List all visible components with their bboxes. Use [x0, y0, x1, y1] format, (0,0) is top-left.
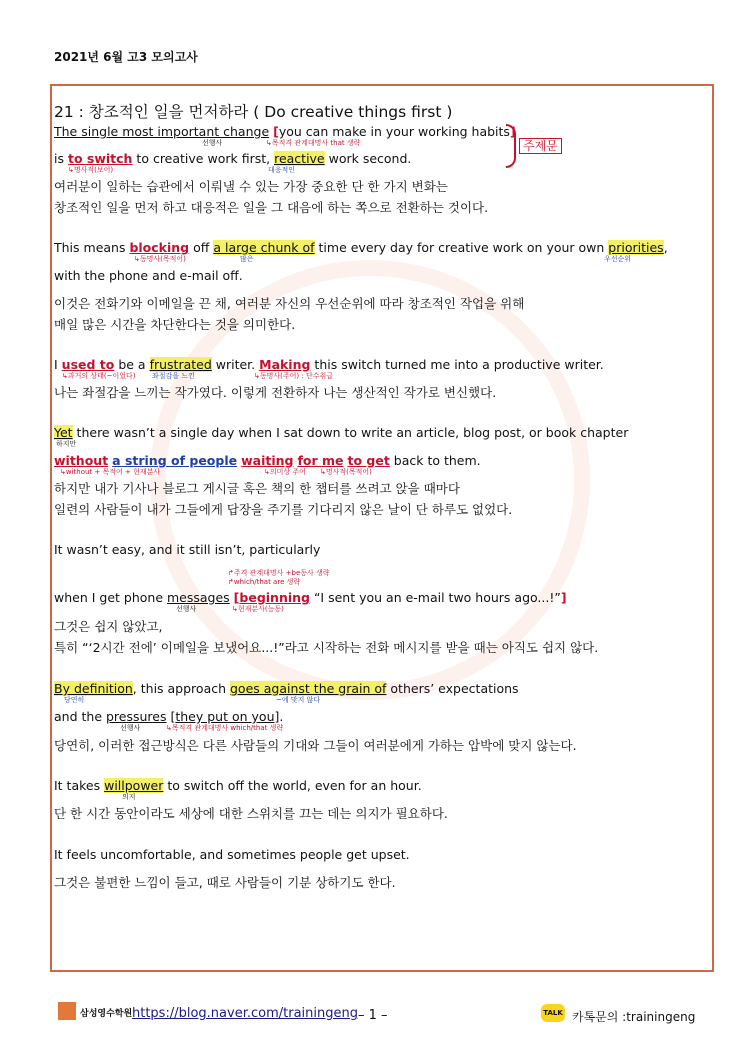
highlight-willpower: willpower — [104, 778, 164, 793]
text: writer. — [211, 357, 260, 372]
note: 의지 — [122, 793, 136, 801]
academy-name: 삼성영수학원 — [80, 1009, 133, 1019]
text: is — [54, 151, 68, 166]
p1-english-line-1 — [54, 124, 516, 139]
text: ] — [274, 709, 280, 724]
text: , — [663, 240, 668, 255]
note: ↱주격 관계대명사 +be동사 생략 — [228, 569, 330, 577]
text: and the — [54, 709, 106, 724]
text: , this approach — [132, 681, 230, 696]
text: others’ expectations — [386, 681, 519, 696]
p4-english-line-1 — [54, 425, 628, 440]
highlight-for-me: for me — [297, 453, 344, 468]
p7-english-line-1 — [54, 778, 422, 793]
highlight-chunk: a large chunk of — [213, 240, 315, 255]
text: this switch turned me into a productive writer. — [310, 357, 604, 372]
note: 당연히 — [64, 696, 85, 704]
p4-korean-line-2: 일련의 사람들이 내가 그들에게 답장을 주기를 기다리지 않은 날이 단 하루도 없었다. — [54, 502, 513, 517]
p1-korean-line-2: 창조적인 일을 먼저 하고 대응적은 일을 그 대음에 하는 쪽으로 전환하는 것이다. — [54, 200, 489, 215]
text: time every day for creative work on your own — [314, 240, 609, 255]
p2-korean-line-2: 매일 많은 시간을 차단한다는 것을 의미한다. — [54, 317, 296, 332]
note: ↳without + 목적어 + 현재분사 — [60, 468, 161, 476]
text: there wasn’t a single day when I sat down to write an article, blog post, or book chapter — [72, 425, 629, 440]
note: ↳목적격 관계대명사 which/that 생략 — [166, 724, 284, 732]
highlight-without: without — [54, 453, 109, 468]
text: I — [54, 357, 62, 372]
note: ↳과거의 상태(~이었다) — [62, 372, 136, 380]
text: This means — [54, 240, 130, 255]
p2-english-line-2: with the phone and e-mail off. — [54, 268, 243, 283]
relative-clause: they put on you — [175, 709, 275, 724]
p6-english-line-2 — [54, 709, 283, 724]
highlight-used-to: used to — [61, 357, 115, 372]
p4-english-line-2 — [54, 453, 481, 468]
text: to switch off the world, even for an hour. — [163, 778, 422, 793]
blog-link[interactable]: https://blog.naver.com/trainingeng — [132, 1006, 358, 1021]
p1-korean-line-1: 여러분이 일하는 습관에서 이뤄낼 수 있는 가장 중요한 단 한 가지 변화는 — [54, 179, 448, 194]
p8-english-line-1: It feels uncomfortable, and sometimes people get upset. — [54, 847, 410, 862]
note: ~에 맞지 않다 — [276, 696, 321, 704]
highlight-frustrated: frustrated — [149, 357, 212, 372]
p3-english-line-1 — [54, 357, 604, 372]
highlight-making: Making — [259, 357, 311, 372]
p6-english-line-1 — [54, 681, 519, 696]
highlight-reactive: reactive — [274, 151, 325, 166]
note: ↳목적격 관계대명사 that 생략 — [266, 139, 361, 147]
bracket-close: ] — [509, 124, 516, 139]
note: 우선순위 — [604, 255, 632, 263]
text: be a — [114, 357, 150, 372]
academy-logo-icon — [58, 1002, 76, 1020]
highlight-to-switch: to switch — [67, 151, 133, 166]
highlight-to-get: to get — [347, 453, 390, 468]
topic-brace — [506, 124, 516, 168]
text: [ — [166, 709, 176, 724]
highlight-waiting: waiting — [241, 453, 294, 468]
p2-korean-line-1: 이것은 전화기와 이메일을 끈 채, 여러분 자신의 우선순위에 따라 창조적인 작업을 위해 — [54, 296, 525, 311]
text: It takes — [54, 778, 105, 793]
antecedent-messages: messages — [166, 590, 230, 605]
note: ↳명사적(보어) — [68, 166, 114, 174]
highlight-priorities: priorities — [608, 240, 664, 255]
highlight-by-definition: By definition — [54, 681, 133, 696]
highlight-yet: Yet — [54, 425, 73, 440]
note: ↳명사적(목적어) — [320, 468, 372, 476]
bracket-open: [ — [233, 590, 240, 605]
bracket-close: ] — [560, 590, 567, 605]
text: work second. — [324, 151, 412, 166]
p1-english-line-2 — [54, 151, 411, 166]
note: 좌절감을 느낀 — [152, 372, 195, 380]
text: . — [279, 709, 284, 724]
kakao-contact: 카톡문의 :trainingeng — [572, 1010, 696, 1024]
highlight-string-of-people: a string of people — [112, 453, 238, 468]
p3-korean-line-1: 나는 좌절감을 느끼는 작가였다. 이렇게 전환하자 나는 생산적인 작가로 변신했다. — [54, 385, 497, 400]
p4-korean-line-1: 하지만 내가 기사나 블로그 게시글 혹은 책의 한 챕터를 쓰려고 앉을 때마다 — [54, 481, 460, 496]
highlight-goes-against: goes against the grain of — [230, 681, 387, 696]
p6-korean-line-1: 당연히, 이러한 접근방식은 다른 사람들의 기대와 그들이 여러분에게 가하는 압박에 맞지 않는다. — [54, 738, 577, 753]
topic-sentence-label: 주제문 — [519, 138, 562, 154]
highlight-beginning: beginning — [239, 590, 310, 605]
note: 대응적인 — [268, 166, 296, 174]
text: back to them. — [389, 453, 481, 468]
highlight-blocking: blocking — [129, 240, 190, 255]
exam-header: 2021년 6월 고3 모의고사 — [54, 50, 198, 64]
note: 선행사 — [176, 605, 197, 613]
kakaotalk-icon: TALK — [541, 1004, 565, 1022]
p2-english-line-1 — [54, 240, 668, 255]
note: ↱which/that are 생략 — [228, 578, 301, 586]
subject-phrase: The single most important change — [54, 124, 270, 139]
text: to creative work first, — [132, 151, 275, 166]
page-number: – 1 – — [358, 1008, 388, 1023]
note: ↳동명사(목적어) — [134, 255, 186, 263]
p5-korean-line-1: 그것은 쉽지 않았고, — [54, 619, 163, 634]
bracket-open: [ — [273, 124, 279, 139]
p7-korean-line-1: 단 한 시간 동안이라도 세상에 대한 스위치를 끄는 데는 의지가 필요하다. — [54, 806, 448, 821]
note: 하지만 — [56, 440, 77, 448]
p5-english-line-1: It wasn’t easy, and it still isn’t, particularly — [54, 542, 321, 557]
note: 많은 — [240, 255, 254, 263]
text: when I get phone — [54, 590, 167, 605]
passage-title: 21 : 창조적인 일을 먼저하라 ( Do creative things first ) — [54, 103, 453, 121]
text: “I sent you an e-mail two hours ago...!” — [309, 590, 561, 605]
relative-clause: you can make in your working habits — [278, 124, 510, 139]
p5-korean-line-2: 특히 “‘2시간 전에’ 이메일을 보냈어요...!”라고 시작하는 전화 메시지를 받을 때는 아직도 쉽지 않다. — [54, 640, 599, 655]
note: ↳의미상 주어 — [264, 468, 306, 476]
text: off — [189, 240, 214, 255]
note: ↳현재분사(능동) — [232, 605, 284, 613]
note: 선행사 — [202, 139, 223, 147]
antecedent-pressures: pressures — [105, 709, 167, 724]
note: 선행사 — [120, 724, 141, 732]
p5-english-line-2 — [54, 590, 567, 605]
p8-korean-line-1: 그것은 불편한 느낌이 들고, 때로 사람들이 기분 상하기도 한다. — [54, 875, 396, 890]
note: ↳동명사(주어) : 단수취급 — [254, 372, 333, 380]
